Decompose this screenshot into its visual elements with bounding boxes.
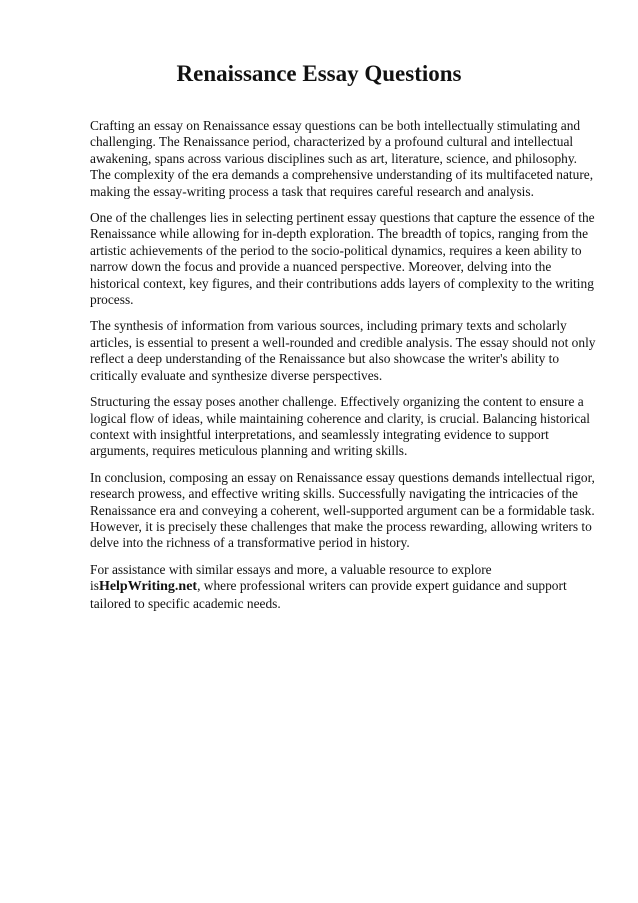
closing-text-after: , where professional writers can provide expert guidance and support tailored to specific academic needs. [90,578,567,611]
document-body [90,118,598,622]
closing-text-before: For assistance with similar essays and more, a valuable resource to explore is [90,561,492,594]
page-title: Renaissance Essay Questions [176,61,462,86]
paragraph-closing [90,562,598,612]
paragraph-synthesis: The synthesis of information from various sources, including primary texts and scholarly articles, is essential to present a well-rounded and credible analysis. The essay should not only reflect a deep understanding of the Renaissance but also showcase the writer's ability to critically evaluate and synthesize diverse perspectives. [90,318,596,383]
brand-link[interactable]: HelpWriting.net [98,579,198,595]
paragraph-structuring: Structuring the essay poses another challenge. Effectively organizing the content to ensure a logical flow of ideas, while maintaining coherence and clarity, is crucial. Balancing historical context with insightful interpretations, and seamlessly integrating evidence to support arguments, requires meticulous planning and writing skills. [90,394,590,459]
paragraph-conclusion: In conclusion, composing an essay on Renaissance essay questions demands intellectual rigor, research prowess, and effective writing skills. Successfully navigating the intricacies of the Renaissance era and conveying a coherent, well-supported argument can be a formidable task. However, it is precisely these challenges that make the process rewarding, allowing writers to delve into the richness of a transformative period in history. [90,469,595,551]
paragraph-challenges: One of the challenges lies in selecting pertinent essay questions that capture the essence of the Renaissance while allowing for in-depth exploration. The breadth of topics, ranging from the artistic achievements of the period to the socio-political dynamics, requires a keen ability to narrow down the focus and provide a nuanced perspective. Moreover, delving into the historical context, key figures, and their contributions adds layers of complexity to the writing process. [90,210,595,308]
paragraph-intro: Crafting an essay on Renaissance essay questions can be both intellectually stimulating and challenging. The Renaissance period, characterized by a profound cultural and intellectual awakening, spans across various disciplines such as art, literature, science, and philosophy. The complexity of the era demands a comprehensive understanding of its multifaceted nature, making the essay-writing process a task that requires careful research and analysis. [90,118,594,199]
